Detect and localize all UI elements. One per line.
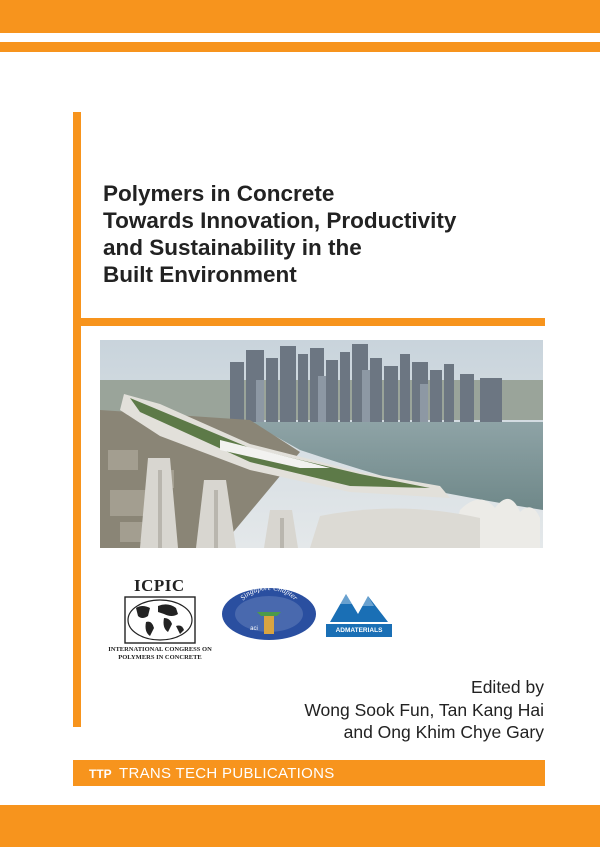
aci-logo-arc-text: Singapore Chapter — [238, 586, 300, 602]
ttp-logo-icon — [89, 766, 113, 780]
mountains-icon — [328, 588, 390, 624]
publisher-name: TRANS TECH PUBLICATIONS — [119, 765, 335, 782]
aci-singapore-chapter-logo — [219, 586, 319, 642]
publisher-bar — [73, 760, 545, 786]
admaterials-logo-label: ADMATERIALS — [326, 624, 392, 637]
book-title — [103, 180, 563, 288]
title-line-1: Polymers in Concrete — [103, 181, 335, 206]
icpic-logo — [100, 576, 218, 664]
bottom-orange-band — [0, 805, 600, 847]
icpic-logo-name: ICPIC — [134, 576, 185, 595]
globe-icon — [124, 596, 196, 644]
editors-line-1: Wong Sook Fun, Tan Kang Hai — [304, 699, 544, 720]
title-divider — [73, 318, 545, 326]
icpic-logo-line-1: INTERNATIONAL CONGRESS ON — [108, 646, 212, 653]
left-accent-bar — [73, 112, 81, 727]
cover-photo — [100, 340, 543, 548]
ttp-logo-text: TTP — [89, 767, 112, 780]
title-line-3: and Sustainability in the — [103, 235, 362, 260]
admaterials-logo — [326, 586, 392, 642]
editors-block — [304, 676, 544, 744]
edited-by-heading: Edited by — [471, 677, 544, 697]
top-orange-band — [0, 0, 600, 33]
editors-line-2: and Ong Khim Chye Gary — [343, 722, 544, 742]
aci-logo-center-text: aci — [250, 626, 258, 632]
title-line-4: Built Environment — [103, 262, 297, 287]
top-orange-stripe — [0, 42, 600, 52]
icpic-logo-line-2: POLYMERS IN CONCRETE — [118, 654, 202, 661]
title-line-2: Towards Innovation, Productivity — [103, 208, 457, 233]
